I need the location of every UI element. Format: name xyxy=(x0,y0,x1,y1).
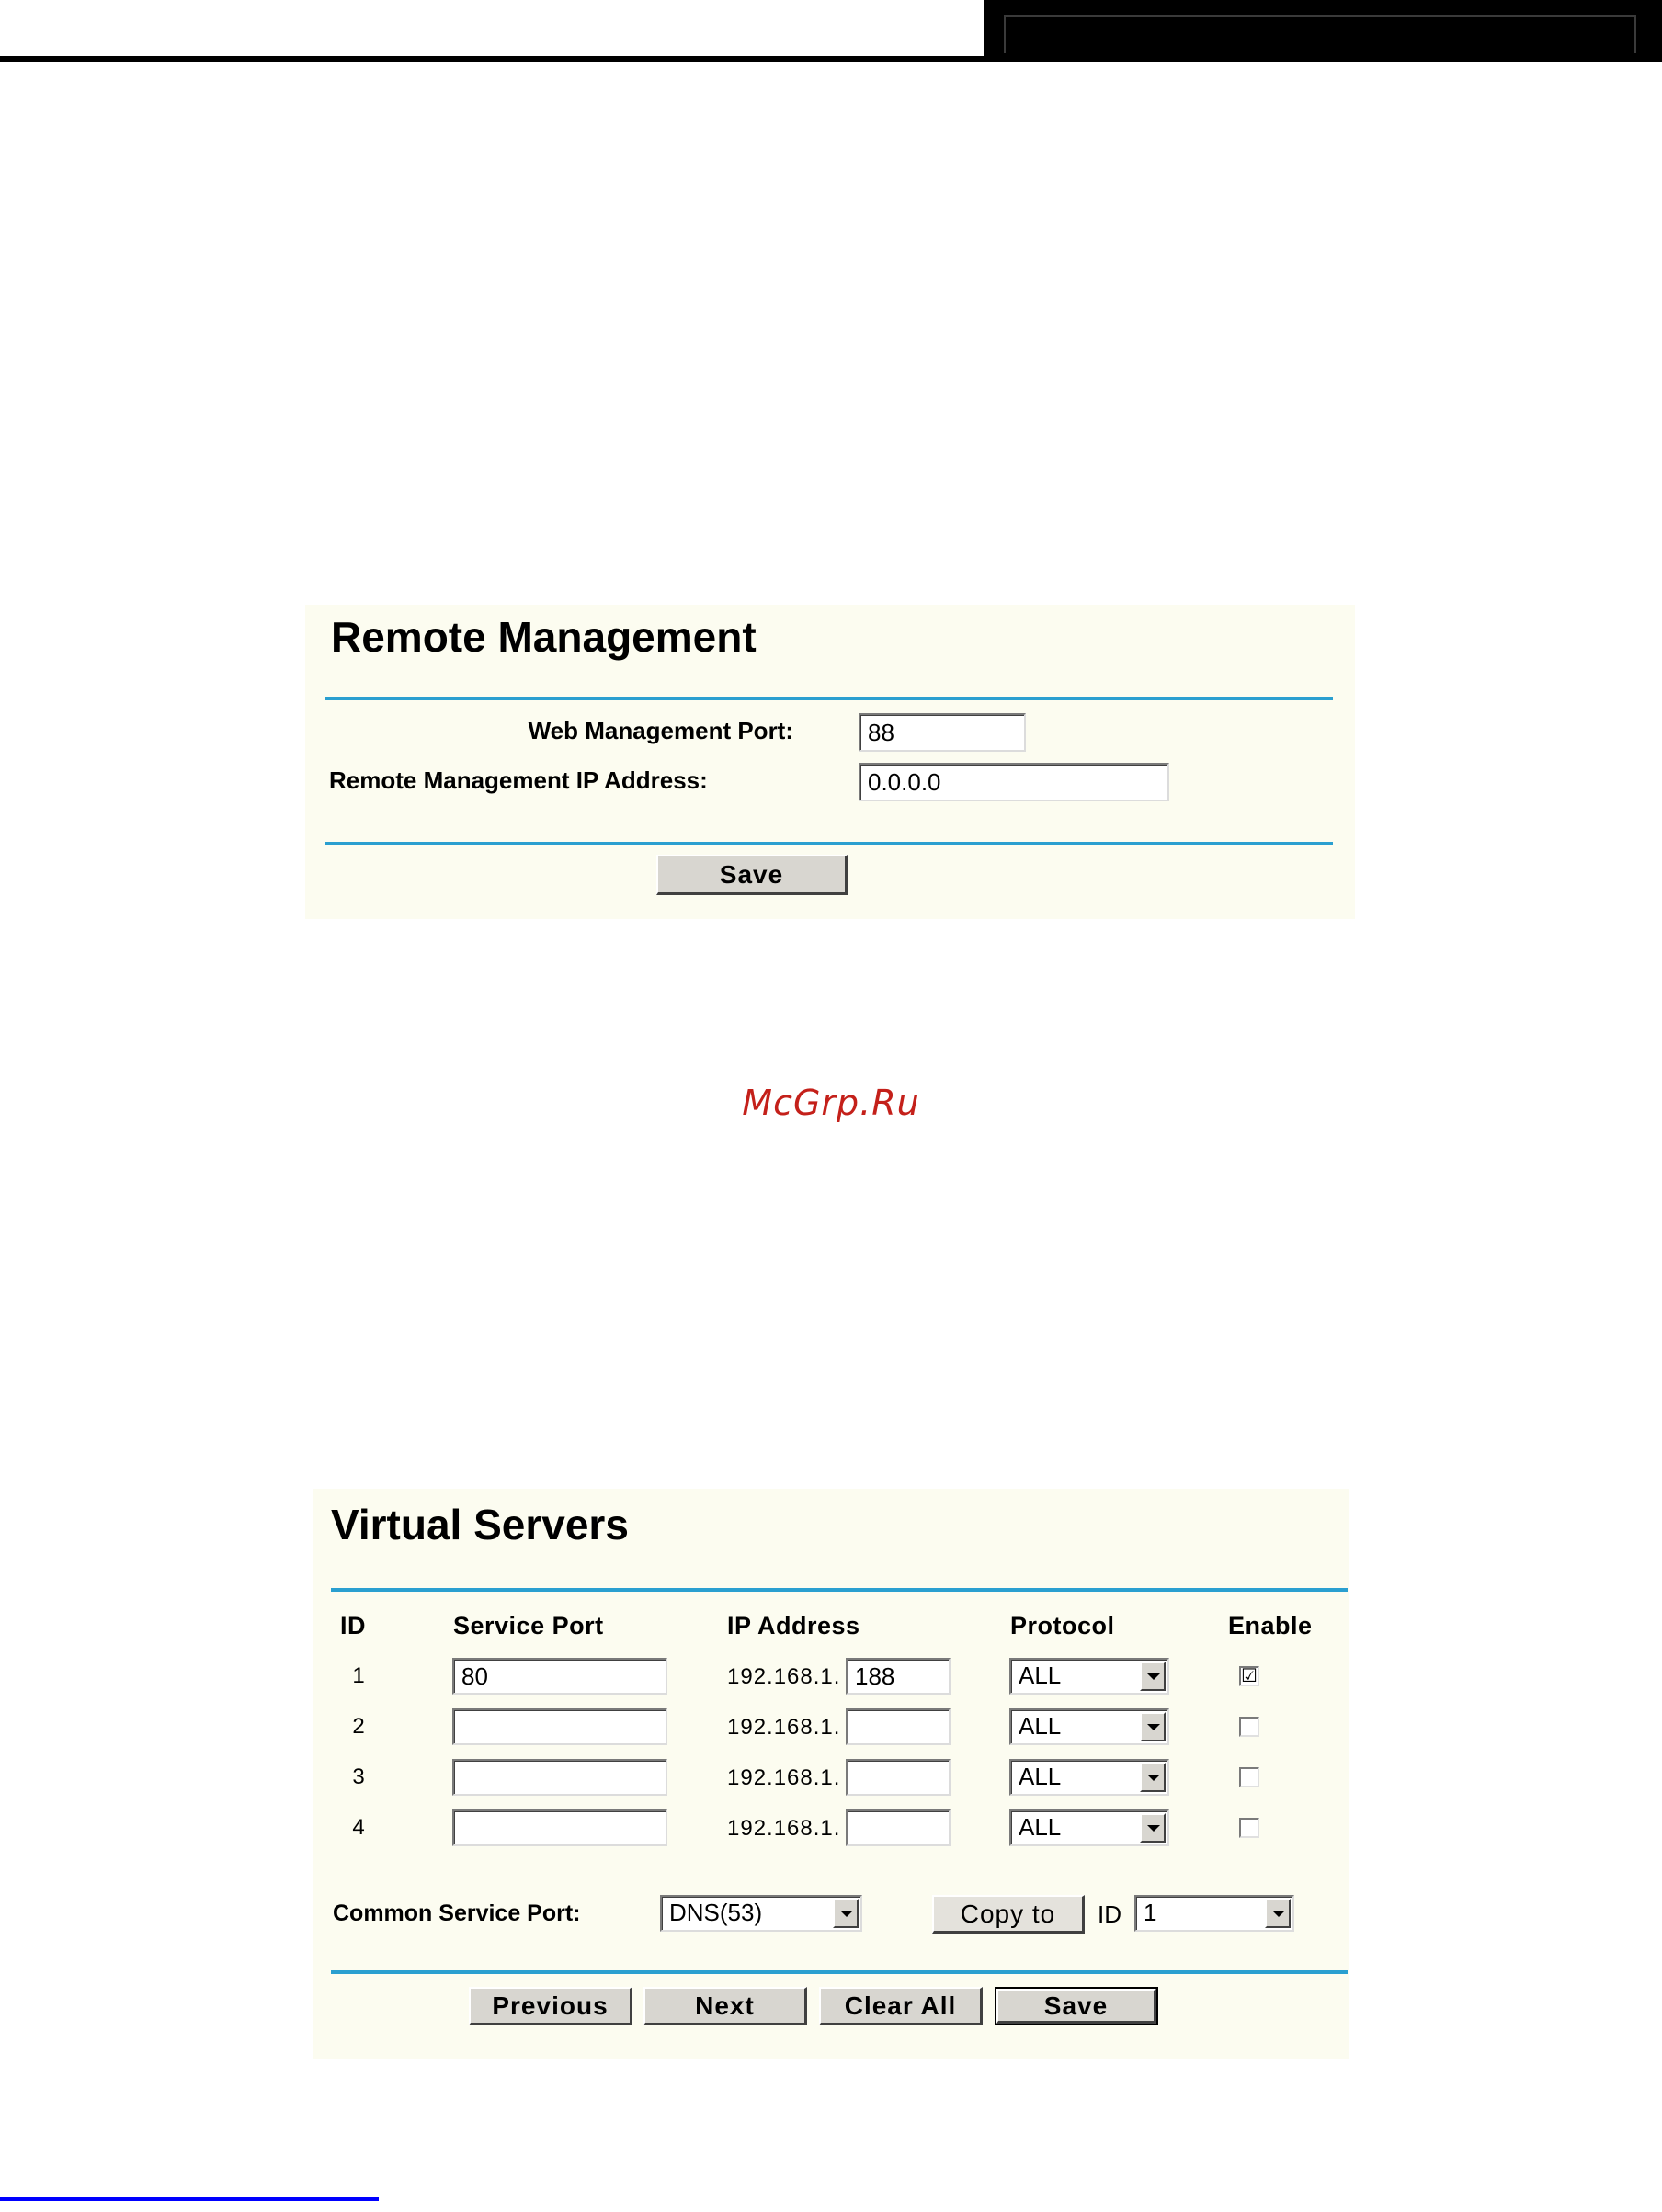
protocol-select[interactable] xyxy=(1009,1759,1169,1796)
protocol-value: ALL xyxy=(1019,1813,1062,1841)
row-id: 2 xyxy=(352,1714,365,1739)
header-id: ID xyxy=(340,1612,366,1639)
row-id: 3 xyxy=(352,1764,365,1789)
row-id: 4 xyxy=(352,1815,365,1840)
divider xyxy=(325,842,1333,845)
web-port-input[interactable] xyxy=(859,713,1026,752)
ip-prefix: 192.168.1. xyxy=(727,1715,841,1740)
watermark-text: McGrp.Ru xyxy=(742,1083,920,1123)
service-port-input[interactable] xyxy=(452,1759,667,1796)
service-port-input[interactable] xyxy=(452,1809,667,1846)
service-port-input[interactable] xyxy=(452,1658,667,1695)
ip-suffix-input[interactable] xyxy=(846,1759,951,1796)
dropdown-arrow-icon[interactable] xyxy=(833,1899,859,1928)
id-label: ID xyxy=(1098,1900,1121,1928)
ip-prefix: 192.168.1. xyxy=(727,1765,841,1790)
ip-suffix-input[interactable] xyxy=(846,1658,951,1695)
divider xyxy=(331,1588,1348,1592)
save-button[interactable]: Save xyxy=(656,855,848,895)
enable-checkbox[interactable] xyxy=(1239,1767,1259,1787)
dropdown-arrow-icon[interactable] xyxy=(1265,1899,1291,1928)
previous-button[interactable]: Previous xyxy=(469,1987,632,2025)
dropdown-arrow-icon[interactable] xyxy=(1140,1662,1166,1691)
ip-prefix: 192.168.1. xyxy=(727,1816,841,1841)
enable-checkbox[interactable] xyxy=(1239,1717,1259,1737)
divider xyxy=(325,697,1333,700)
protocol-select[interactable] xyxy=(1009,1658,1169,1695)
remote-management-panel xyxy=(305,605,1355,919)
ip-prefix: 192.168.1. xyxy=(727,1664,841,1689)
save-button[interactable]: Save xyxy=(996,1989,1156,2024)
dropdown-arrow-icon[interactable] xyxy=(1140,1712,1166,1741)
dropdown-arrow-icon[interactable] xyxy=(1140,1763,1166,1792)
check-icon: ☑ xyxy=(1241,1666,1258,1686)
service-port-input[interactable] xyxy=(452,1708,667,1745)
enable-checkbox[interactable] xyxy=(1239,1666,1259,1686)
header-enable: Enable xyxy=(1228,1612,1313,1639)
id-value: 1 xyxy=(1144,1899,1157,1926)
dropdown-arrow-icon[interactable] xyxy=(1140,1813,1166,1843)
header-ip-address: IP Address xyxy=(727,1612,860,1639)
common-service-port-label: Common Service Port: xyxy=(333,1900,581,1926)
panel-title: Virtual Servers xyxy=(331,1501,629,1548)
web-port-label: Web Management Port: xyxy=(528,717,793,744)
protocol-select[interactable] xyxy=(1009,1708,1169,1745)
protocol-value: ALL xyxy=(1019,1763,1062,1790)
header-inset xyxy=(1004,15,1636,53)
protocol-select[interactable] xyxy=(1009,1809,1169,1846)
virtual-servers-panel xyxy=(313,1489,1349,2059)
row-id: 1 xyxy=(352,1663,365,1688)
footer-link-underline[interactable] xyxy=(0,2197,379,2201)
ip-suffix-input[interactable] xyxy=(846,1708,951,1745)
remote-ip-input[interactable] xyxy=(859,763,1169,801)
divider xyxy=(331,1970,1348,1974)
remote-ip-label: Remote Management IP Address: xyxy=(329,766,708,794)
header-rule xyxy=(0,56,1662,62)
header-protocol: Protocol xyxy=(1010,1612,1115,1639)
protocol-value: ALL xyxy=(1019,1712,1062,1740)
protocol-value: ALL xyxy=(1019,1662,1062,1689)
copy-to-button[interactable]: Copy to xyxy=(932,1895,1085,1934)
common-service-port-value: DNS(53) xyxy=(669,1899,763,1926)
clear-all-button[interactable]: Clear All xyxy=(819,1987,983,2025)
next-button[interactable]: Next xyxy=(643,1987,807,2025)
enable-checkbox[interactable] xyxy=(1239,1818,1259,1838)
common-service-port-select[interactable] xyxy=(660,1895,862,1932)
panel-title: Remote Management xyxy=(331,613,757,661)
id-select[interactable] xyxy=(1134,1895,1294,1932)
header-bar xyxy=(984,0,1662,59)
ip-suffix-input[interactable] xyxy=(846,1809,951,1846)
header-service-port: Service Port xyxy=(453,1612,604,1639)
